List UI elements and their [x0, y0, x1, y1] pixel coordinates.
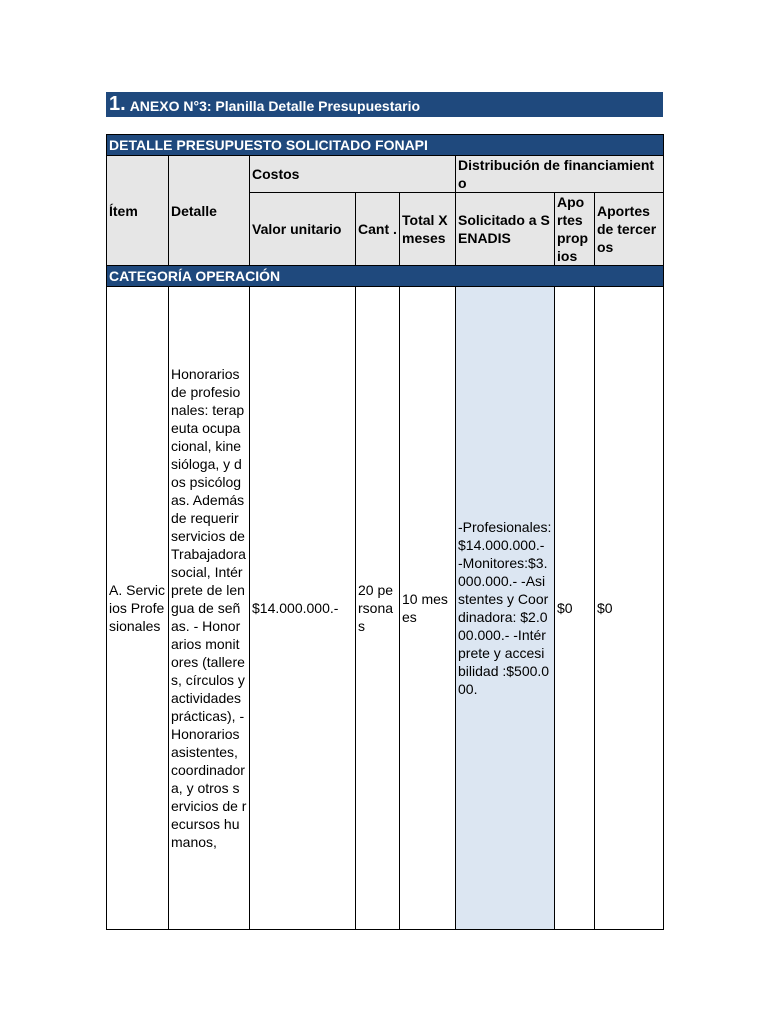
section-number: 1.	[109, 93, 126, 115]
category-row: CATEGORÍA OPERACIÓN	[107, 266, 664, 287]
cell-aportes-terceros: $0	[595, 287, 664, 930]
header-cant: Cant .	[356, 193, 400, 266]
budget-table	[106, 134, 664, 930]
cell-aportes-propios: $0	[555, 287, 595, 930]
cell-item: A. Servicios Profesionales	[107, 287, 169, 930]
cell-valor-unitario: $14.000.000.-	[250, 287, 356, 930]
header-solicitado: Solicitado a SENADIS	[456, 193, 555, 266]
header-detalle: Detalle	[169, 156, 250, 266]
section-heading	[106, 92, 663, 117]
cell-total-meses: 10 meses	[400, 287, 456, 930]
header-aportes-terceros: Aportes de terceros	[595, 193, 664, 266]
cell-cant: 20 personas	[356, 287, 400, 930]
header-distribucion: Distribución de financiamiento	[456, 156, 664, 193]
cell-detalle: Honorarios de profesionales: terapeuta ocupacional, kinesióloga, y dos psicólogas. Además de requerir servicios de Trabajadora social, Intérprete de lengua de señas. - Honorarios monitores (talleres, círculos y actividades prácticas), - Honorarios asistentes, coordinadora, y otros servicios de recursos humanos,	[169, 287, 250, 930]
table-row	[107, 287, 664, 930]
cell-solicitado: -Profesionales: $14.000.000.- -Monitores:$3.000.000.- -Asistentes y Coordinadora: $2.000.000.- -Intérprete y accesibilidad :$500.000.	[456, 287, 555, 930]
header-item: Ítem	[107, 156, 169, 266]
table-title: DETALLE PRESUPUESTO SOLICITADO FONAPI	[107, 135, 664, 156]
section-title: ANEXO N°3: Planilla Detalle Presupuestario	[129, 98, 421, 114]
header-total-meses: Total X meses	[400, 193, 456, 266]
header-costos: Costos	[250, 156, 456, 193]
header-aportes-propios: Apo rtes prop ios	[555, 193, 595, 266]
header-valor-unitario: Valor unitario	[250, 193, 356, 266]
